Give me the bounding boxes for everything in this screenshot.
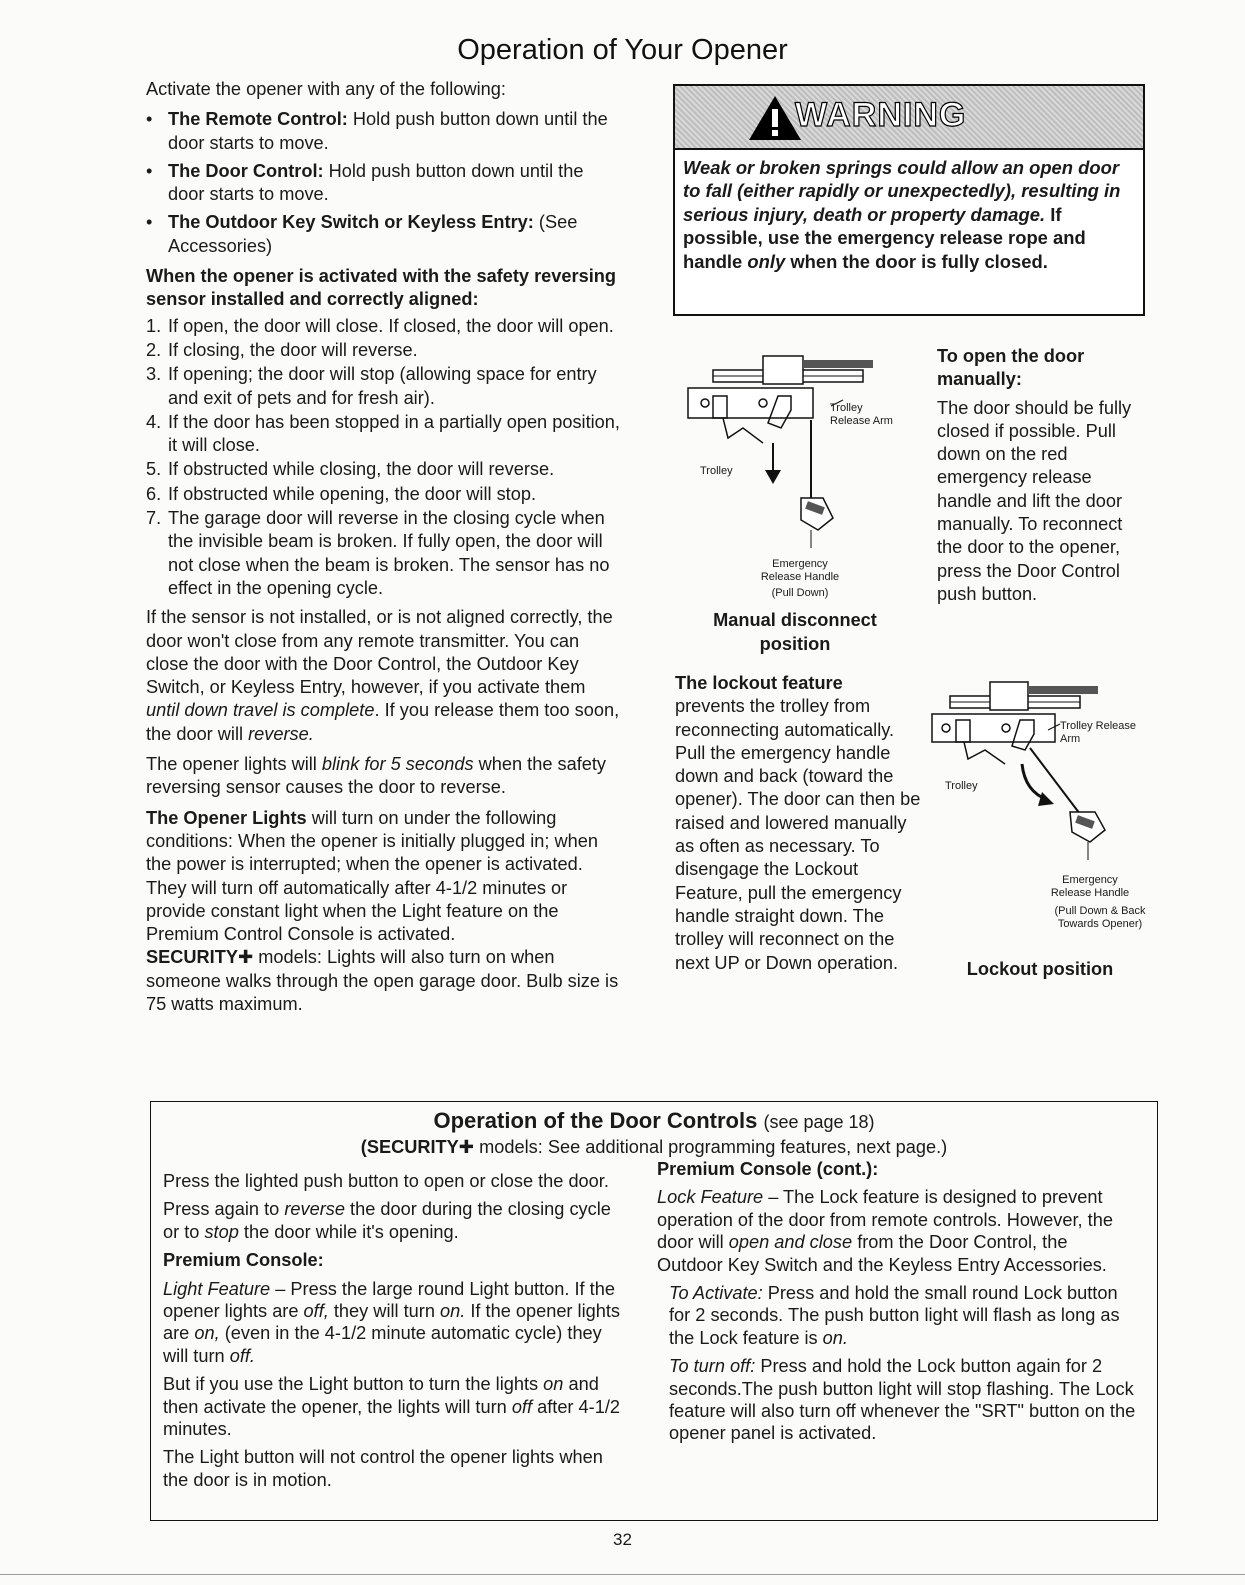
lights-paragraph: The Opener Lights will turn on under the following conditions: When the opener is initially plugged in; when the power is interrupted; when the opener is activated. They will turn off automatically after 4-1/2 minutes or provide constant light when the Light feature on the Premium Control Console is activated. SECURITY✚ models: Lights will also turn on when someone walks through the open garage door. Bulb size is 75 watts maximum.: [146, 807, 619, 1014]
premium-console-cont-heading: Premium Console (cont.):: [657, 1159, 879, 1179]
warning-title: WARNING: [795, 96, 967, 134]
warning-banner: [675, 86, 1143, 150]
door-controls-heading: Operation of the Door Controls (see page 18): [433, 1108, 875, 1133]
blink-paragraph: The opener lights will blink for 5 seconds when the safety reversing sensor causes the door to reverse.: [146, 754, 607, 798]
page-number: 32: [613, 1530, 632, 1549]
reverse-text: Press again to reverse the door during the closing cycle or to stop the door while it's opening.: [163, 1199, 611, 1242]
door-controls-subheading: (SECURITY✚ models: See additional programming features, next page.): [360, 1137, 948, 1157]
list-item: 6. If obstructed while opening, the door will stop.: [146, 483, 537, 504]
door-controls-box: [150, 1101, 1158, 1521]
list-item: 5. If obstructed while closing, the door will reverse.: [146, 459, 555, 480]
manual-caption: Manual disconnect position: [713, 610, 877, 654]
list-item: 7. The garage door will reverse in the closing cycle when the invisible beam is broken. If fully open, the door will not close when the beam is broken. The sensor has no effect in the opening cycle.: [146, 508, 610, 598]
lighted-button-text: Press the lighted push button to open or close the door.: [163, 1171, 609, 1191]
lock-feature-text: Lock Feature – The Lock feature is designed to prevent operation of the door from remote controls. However, the door will open and close from the Door Control, the Outdoor Key Switch and the Keyless Entry Accessories.: [657, 1187, 1113, 1275]
manual-disconnect-illustration: [683, 348, 923, 558]
warning-box: [673, 84, 1145, 316]
list-item: • The Outdoor Key Switch or Keyless Entry: (See Accessories): [146, 211, 621, 258]
list-item: 3. If opening; the door will stop (allowing space for entry and exit of pets and for fresh air).: [146, 364, 597, 408]
lockout-text: prevents the trolley from reconnecting automatically. Pull the emergency handle down and back (toward the opener). The door can then be raised and lowered manually as often as necessary. To disengage the Lockout Feature, pull the emergency handle straight down. The trolley will reconnect on the next UP or Down operation.: [675, 696, 921, 973]
premium-console-heading: Premium Console:: [163, 1250, 324, 1271]
manual-fig-release-arm-label: Trolley Release Arm: [830, 402, 893, 427]
list-item: 2. If closing, the door will reverse.: [146, 339, 418, 360]
light-feature-text: Light Feature – Press the large round Light button. If the opener lights are off, they will turn on. If the opener lights are on, (even in the 4-1/2 minute automatic cycle) they will turn off.: [163, 1278, 621, 1366]
safety-heading: When the opener is activated with the safety reversing sensor installed and correctly aligned:: [146, 266, 616, 310]
safety-list: [146, 315, 621, 601]
manual-fig-pull-label: (Pull Down): [771, 587, 829, 599]
manual-fig-emergency-label: Emergency Release Handle: [760, 558, 840, 583]
manual-open-section: [937, 345, 1147, 613]
sensor-paragraph: If the sensor is not installed, or is not aligned correctly, the door won't close from any remote transmitter. You can close the door with the Door Control, the Outdoor Key Switch, or Keyless Entry, however, if you activate them until down travel is complete. If you release them too soon, the door will reverse.: [146, 607, 620, 744]
lockout-illustration: [930, 674, 1150, 874]
light-button-opener-text: But if you use the Light button to turn the lights on and then activate the opener, the lights will turn off after 4-1/2 minutes.: [163, 1374, 621, 1440]
door-controls-left-column: [163, 1170, 628, 1497]
intro-text: Activate the opener with any of the following:: [146, 79, 506, 99]
lockout-fig-release-arm-label: Trolley Release Arm: [1060, 720, 1137, 745]
lockout-fig-trolley-label: Trolley: [945, 780, 978, 792]
left-column: [146, 78, 621, 1023]
list-item: • The Door Control: Hold push button down until the door starts to move.: [146, 160, 621, 207]
list-item: • The Remote Control: Hold push button down until the door starts to move.: [146, 108, 621, 155]
door-controls-right-column: [657, 1158, 1137, 1451]
light-button-motion-text: The Light button will not control the opener lights when the door is in motion.: [163, 1447, 603, 1490]
bottom-rule: [0, 1574, 1245, 1575]
warning-text: Weak or broken springs could allow an open door to fall (either rapidly or unexpectedly), resulting in serious injury, death or property damage. If possible, use the emergency release rope and handle only when the door is fully closed.: [683, 157, 1121, 272]
manual-open-heading: To open the door manually:: [937, 346, 1085, 390]
manual-fig-trolley-label: Trolley: [700, 465, 733, 477]
lockout-fig-pull-label: (Pull Down & Back Towards Opener): [1054, 905, 1146, 930]
lock-activate-text: To Activate: Press and hold the small round Lock button for 2 seconds. The push button light will flash as long as the Lock feature is on.: [669, 1283, 1120, 1348]
lock-off-text: To turn off: Press and hold the Lock button again for 2 seconds.The push button light will stop flashing. The Lock feature will also turn off whenever the "SRT" button on the opener panel is activated.: [669, 1356, 1136, 1444]
lockout-section: [675, 672, 925, 975]
manual-open-text: The door should be fully closed if possible. Pull down on the red emergency release handle and lift the door manually. To reconnect the door to the opener, press the Door Control push button.: [937, 397, 1132, 604]
page-title: Operation of Your Opener: [457, 34, 788, 66]
list-item: 4. If the door has been stopped in a partially open position, it will close.: [146, 411, 620, 456]
lockout-caption: Lockout position: [966, 959, 1114, 979]
list-item: 1. If open, the door will close. If closed, the door will open.: [146, 315, 614, 336]
lockout-heading: The lockout feature: [675, 673, 843, 693]
activation-list: [146, 108, 621, 258]
lockout-fig-emergency-label: Emergency Release Handle: [1050, 874, 1130, 899]
